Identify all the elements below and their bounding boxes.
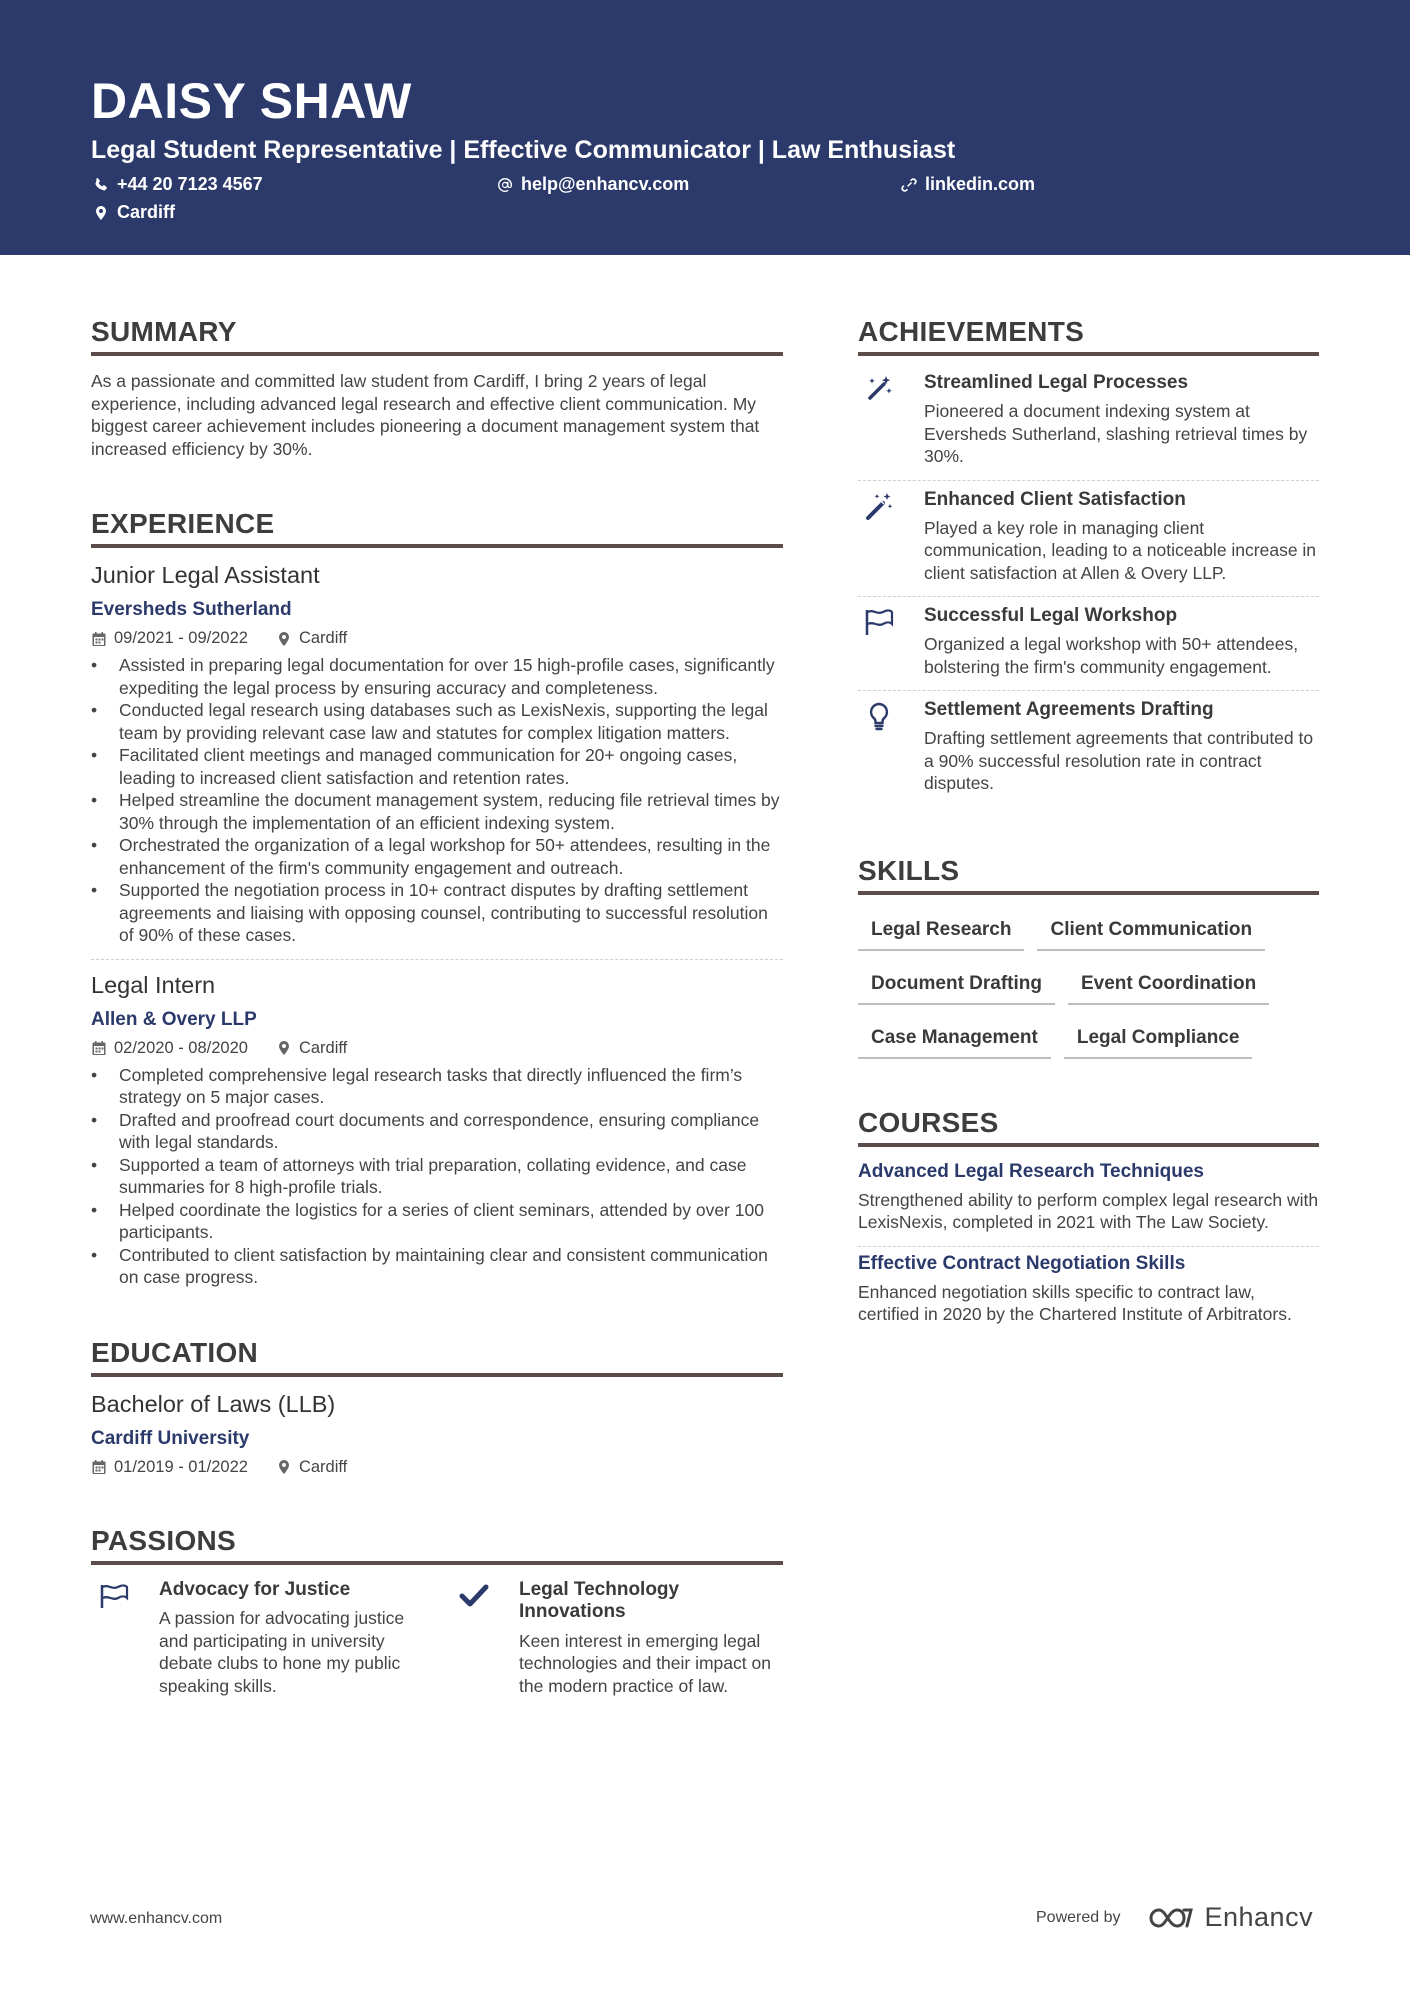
- passion-title: Legal Technology Innovations: [519, 1578, 680, 1622]
- passion-text: A passion for advocating justice and participating in university debate clubs to hone my public speaking skills.: [159, 1608, 405, 1696]
- achievement-icon-wrap: [858, 489, 924, 585]
- company-name: Allen & Overy LLP: [91, 1008, 257, 1030]
- passion-text: Keen interest in emerging legal technologies and their impact on the modern practice of law.: [519, 1630, 771, 1696]
- skill-tag: Case Management: [858, 1027, 1051, 1059]
- website-text: linkedin.com: [925, 174, 1036, 194]
- achievements-heading: ACHIEVEMENTS: [858, 316, 1319, 356]
- magic-icon: [864, 374, 894, 404]
- experience-entry: [91, 562, 783, 947]
- flag-icon: [99, 1583, 129, 1609]
- achievements-section: [858, 316, 1319, 807]
- at-icon: [497, 177, 513, 193]
- achievement-content: [924, 605, 1319, 678]
- education-section: [91, 1337, 783, 1477]
- job-bullets: [91, 654, 783, 947]
- job-bullet: • Completed comprehensive legal research tasks that directly influenced the firm’s strategy on 5 major cases.: [91, 1064, 783, 1109]
- flag-icon: [864, 607, 894, 637]
- achievement-title: Enhanced Client Satisfaction: [924, 488, 1186, 510]
- footer-website[interactable]: www.enhancv.com: [90, 1910, 223, 1927]
- job-bullet: • Helped coordinate the logistics for a series of client seminars, attended by over 100 participants.: [91, 1199, 783, 1244]
- candidate-tagline: Legal Student Representative | Effective Communicator | Law Enthusiast: [91, 136, 956, 164]
- passion-content: [519, 1579, 783, 1698]
- education-location: [276, 1458, 347, 1477]
- courses-heading: COURSES: [858, 1107, 1319, 1147]
- candidate-name: DAISY SHAW: [91, 73, 412, 129]
- job-bullet: • Drafted and proofread court documents and correspondence, ensuring compliance with legal standards.: [91, 1109, 783, 1154]
- lightbulb-icon: [864, 701, 894, 731]
- experience-entry: [91, 972, 783, 1289]
- job-bullet: • Helped streamline the document management system, reducing file retrieval times by 30% through the implementation of an efficient indexing system.: [91, 789, 783, 834]
- skills-heading: SKILLS: [858, 855, 1319, 895]
- achievement-text: Played a key role in managing client communication, leading to a noticeable increase in client satisfaction at Allen & Overy LLP.: [924, 517, 1317, 583]
- passion-icon-wrap: [451, 1579, 519, 1698]
- achievement-item: [858, 691, 1319, 807]
- education-dates-text: 01/2019 - 01/2022: [114, 1457, 248, 1476]
- achievement-icon-wrap: [858, 699, 924, 795]
- passion-icon-wrap: [91, 1579, 159, 1698]
- education-location-text: Cardiff: [298, 1457, 348, 1476]
- course-text: Enhanced negotiation skills specific to contract law, certified in 2020 by the Chartered Institute of Arbitrators.: [858, 1281, 1292, 1324]
- skill-tag: Document Drafting: [858, 973, 1055, 1005]
- summary-section: [91, 316, 783, 460]
- passions-section: [91, 1525, 783, 1698]
- achievement-content: [924, 372, 1319, 468]
- job-dates: [91, 629, 248, 648]
- skill-tag: Legal Compliance: [1064, 1027, 1253, 1059]
- phone-icon: [93, 177, 109, 193]
- job-bullet: • Conducted legal research using databases such as LexisNexis, supporting the legal team by providing relevant case law and statutes for complex litigation matters.: [91, 699, 783, 744]
- school-name: Cardiff University: [91, 1427, 250, 1449]
- skills-list: [858, 909, 1319, 1059]
- skill-tag: Event Coordination: [1068, 973, 1269, 1005]
- job-dates-text: 09/2021 - 09/2022: [114, 629, 248, 647]
- left-column: [91, 316, 783, 1745]
- entry-divider: [91, 959, 783, 960]
- passion-title: Advocacy for Justice: [159, 1578, 351, 1600]
- course-item: [858, 1155, 1319, 1246]
- job-meta: [91, 1039, 783, 1058]
- job-bullet: • Facilitated client meetings and managed communication for 20+ ongoing cases, leading to increased client satisfaction and retention rates.: [91, 744, 783, 789]
- company-name: Eversheds Sutherland: [91, 599, 292, 620]
- location-text: Cardiff: [117, 202, 175, 222]
- experience-section: [91, 508, 783, 1289]
- achievement-icon-wrap: [858, 372, 924, 468]
- achievement-title: Settlement Agreements Drafting: [924, 699, 1214, 720]
- powered-by-label: Powered by: [1036, 1908, 1121, 1926]
- job-title: Junior Legal Assistant: [91, 562, 320, 588]
- course-item: [858, 1247, 1319, 1338]
- job-meta: [91, 629, 783, 648]
- contact-phone[interactable]: [93, 174, 263, 195]
- location-pin-icon: [276, 1040, 292, 1056]
- skills-section: [858, 855, 1319, 1059]
- location-pin-icon: [276, 631, 292, 647]
- achievement-text: Organized a legal workshop with 50+ attendees, bolstering the firm's community engagement.: [924, 634, 1299, 677]
- job-location-text: Cardiff: [298, 1038, 348, 1057]
- location-pin-icon: [93, 205, 109, 221]
- email-text: help@enhancv.com: [521, 174, 690, 194]
- job-bullet: • Supported the negotiation process in 10+ contract disputes by drafting settlement agreements and liaising with opposing counsel, contributing to successful resolution of 90% of these cases.: [91, 879, 783, 947]
- link-icon: [901, 177, 917, 193]
- contact-website[interactable]: [901, 174, 1035, 195]
- location-pin-icon: [276, 1459, 292, 1475]
- contact-email[interactable]: [497, 174, 689, 195]
- enhancv-logo[interactable]: [1147, 1902, 1314, 1933]
- achievement-icon-wrap: [858, 605, 924, 678]
- job-bullets: [91, 1064, 783, 1289]
- passion-item: [451, 1579, 783, 1698]
- calendar-icon: [91, 1040, 107, 1056]
- job-bullet: • Assisted in preparing legal documentation for over 15 high-profile cases, significantly expediting the legal process by ensuring accuracy and completeness.: [91, 654, 783, 699]
- enhancv-logo-icon: [1147, 1904, 1195, 1932]
- skill-tag: Legal Research: [858, 919, 1024, 951]
- passions-heading: PASSIONS: [91, 1525, 783, 1565]
- achievement-item: [858, 364, 1319, 480]
- skill-tag: Client Communication: [1037, 919, 1265, 951]
- footer-branding: [1036, 1902, 1313, 1933]
- job-bullet: • Contributed to client satisfaction by maintaining clear and consistent communication on case progress.: [91, 1244, 783, 1289]
- achievement-title: Streamlined Legal Processes: [924, 372, 1189, 393]
- summary-text: As a passionate and committed law student from Cardiff, I bring 2 years of legal experience, including advanced legal research and effective client communication. My biggest career achievement includes pioneering a document management system that increased efficiency by 30%.: [91, 371, 760, 459]
- calendar-icon: [91, 1459, 107, 1475]
- education-meta: [91, 1458, 783, 1477]
- achievement-text: Drafting settlement agreements that contributed to a 90% successful resolution rate in contract disputes.: [924, 728, 1314, 793]
- courses-section: [858, 1107, 1319, 1338]
- experience-heading: EXPERIENCE: [91, 508, 783, 548]
- course-title: Effective Contract Negotiation Skills: [858, 1252, 1186, 1274]
- passion-item: [91, 1579, 423, 1698]
- achievement-item: [858, 597, 1319, 690]
- education-dates: [91, 1458, 248, 1477]
- achievement-text: Pioneered a document indexing system at Eversheds Sutherland, slashing retrieval times by 30%.: [924, 401, 1308, 466]
- job-dates: [91, 1039, 248, 1058]
- course-title: Advanced Legal Research Techniques: [858, 1160, 1204, 1182]
- right-column: [858, 316, 1319, 1386]
- education-heading: EDUCATION: [91, 1337, 783, 1377]
- passions-list: [91, 1579, 783, 1698]
- phone-text: +44 20 7123 4567: [117, 174, 263, 194]
- course-text: Strengthened ability to perform complex legal research with LexisNexis, completed in 2021 with The Law Society.: [858, 1189, 1319, 1232]
- check-icon: [459, 1583, 489, 1609]
- contact-location: [93, 202, 175, 223]
- achievement-title: Successful Legal Workshop: [924, 605, 1178, 626]
- achievement-content: [924, 699, 1319, 795]
- job-location: [276, 629, 347, 648]
- degree-title: Bachelor of Laws (LLB): [91, 1390, 336, 1417]
- enhancv-logo-text: Enhancv: [1204, 1902, 1314, 1932]
- job-bullet: • Supported a team of attorneys with trial preparation, collating evidence, and case summaries for 8 high-profile trials.: [91, 1154, 783, 1199]
- passion-content: [159, 1579, 423, 1698]
- achievement-item: [858, 481, 1319, 597]
- job-title: Legal Intern: [91, 971, 216, 998]
- job-location-text: Cardiff: [298, 629, 348, 647]
- job-dates-text: 02/2020 - 08/2020: [114, 1038, 248, 1057]
- calendar-icon: [91, 631, 107, 647]
- wand-icon: [864, 491, 894, 521]
- achievement-content: [924, 489, 1319, 585]
- job-location: [276, 1039, 347, 1058]
- summary-heading: SUMMARY: [91, 316, 783, 356]
- resume-header: [0, 0, 1410, 255]
- job-bullet: • Orchestrated the organization of a legal workshop for 50+ attendees, resulting in the enhancement of the firm's community engagement and outreach.: [91, 834, 783, 879]
